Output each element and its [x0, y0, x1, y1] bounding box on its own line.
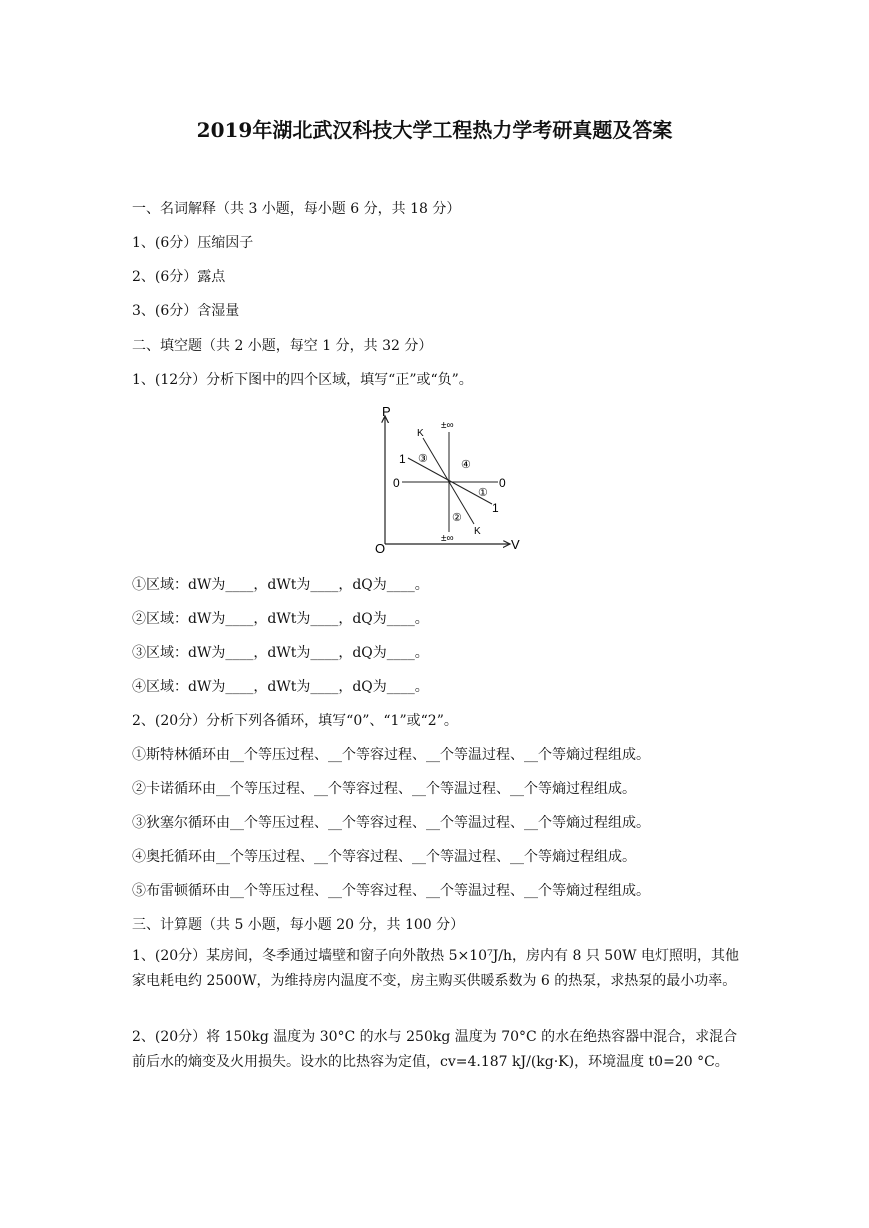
zero-label-left: 0 — [393, 476, 400, 490]
calc-question-1: 1、(20分）某房间，冬季通过墙壁和窗子向外散热 5×10⁷J/h，房内有 8 只 50W 电灯照明，其他家电耗电约 2500W，为维持房内温度不变，房主购买供暖系数为 6 的热泵，求热泵的最小功率。 — [132, 948, 739, 989]
cycle-line: ①斯特林循环由__个等压过程、__个等容过程、__个等温过程、__个等熵过程组成。 — [132, 747, 650, 763]
infinity-label-top: ±∞ — [441, 420, 454, 431]
zero-label-right: 0 — [499, 476, 506, 490]
section1-heading: 一、名词解释（共 3 小题，每小题 6 分，共 18 分） — [132, 201, 461, 217]
k-label-bottom: K — [474, 526, 481, 537]
one-label-right: 1 — [492, 501, 499, 515]
infinity-label-bottom: ±∞ — [441, 533, 454, 544]
cycle-line: ④奥托循环由__个等压过程、__个等容过程、__个等温过程、__个等熵过程组成。 — [132, 849, 636, 865]
one-label-left: 1 — [399, 452, 406, 466]
term-item: 1、(6分）压缩因子 — [132, 235, 254, 251]
term-item: 2、(6分）露点 — [132, 269, 226, 285]
region-label-2: ② — [452, 512, 462, 524]
fill-question-1: 1、(12分）分析下图中的四个区域，填写“正”或“负”。 — [132, 372, 473, 388]
section3-heading: 三、计算题（共 5 小题，每小题 20 分，共 100 分） — [132, 917, 465, 933]
origin-label: O — [375, 541, 386, 554]
cycle-line: ⑤布雷顿循环由__个等压过程、__个等容过程、__个等温过程、__个等熵过程组成。 — [132, 883, 650, 899]
fill-question-2: 2、(20分）分析下列各循环，填写“0”、“1”或“2”。 — [132, 713, 458, 729]
cycle-line: ③狄塞尔循环由__个等压过程、__个等容过程、__个等温过程、__个等熵过程组成。 — [132, 815, 650, 831]
v-label: V — [511, 537, 520, 552]
region-answer-line: ②区域：dW为____，dWt为____，dQ为____。 — [132, 611, 429, 627]
p-label: P — [382, 404, 391, 419]
region-label-3: ③ — [418, 453, 428, 465]
region-label-1: ① — [478, 487, 488, 499]
region-label-4: ④ — [461, 459, 471, 471]
pv-diagram — [368, 402, 528, 554]
region-answer-line: ③区域：dW为____，dWt为____，dQ为____。 — [132, 645, 429, 661]
calc-question-2: 2、(20分）将 150kg 温度为 30°C 的水与 250kg 温度为 70°C 的水在绝热容器中混合，求混合前后水的熵变及火用损失。设水的比热容为定值，cv=4.187 kJ/(kg·K)，环境温度 t0=20 °C。 — [132, 1029, 738, 1070]
term-item: 3、(6分）含湿量 — [132, 303, 240, 319]
region-answer-line: ④区域：dW为____，dWt为____，dQ为____。 — [132, 679, 429, 695]
cycle-line: ②卡诺循环由__个等压过程、__个等容过程、__个等温过程、__个等熵过程组成。 — [132, 781, 636, 797]
section2-heading: 二、填空题（共 2 小题，每空 1 分，共 32 分） — [132, 338, 433, 354]
document-title: 2019年湖北武汉科技大学工程热力学考研真题及答案 — [196, 118, 673, 142]
k-label-top: K — [417, 428, 424, 439]
region-answer-line: ①区域：dW为____，dWt为____，dQ为____。 — [132, 577, 429, 593]
